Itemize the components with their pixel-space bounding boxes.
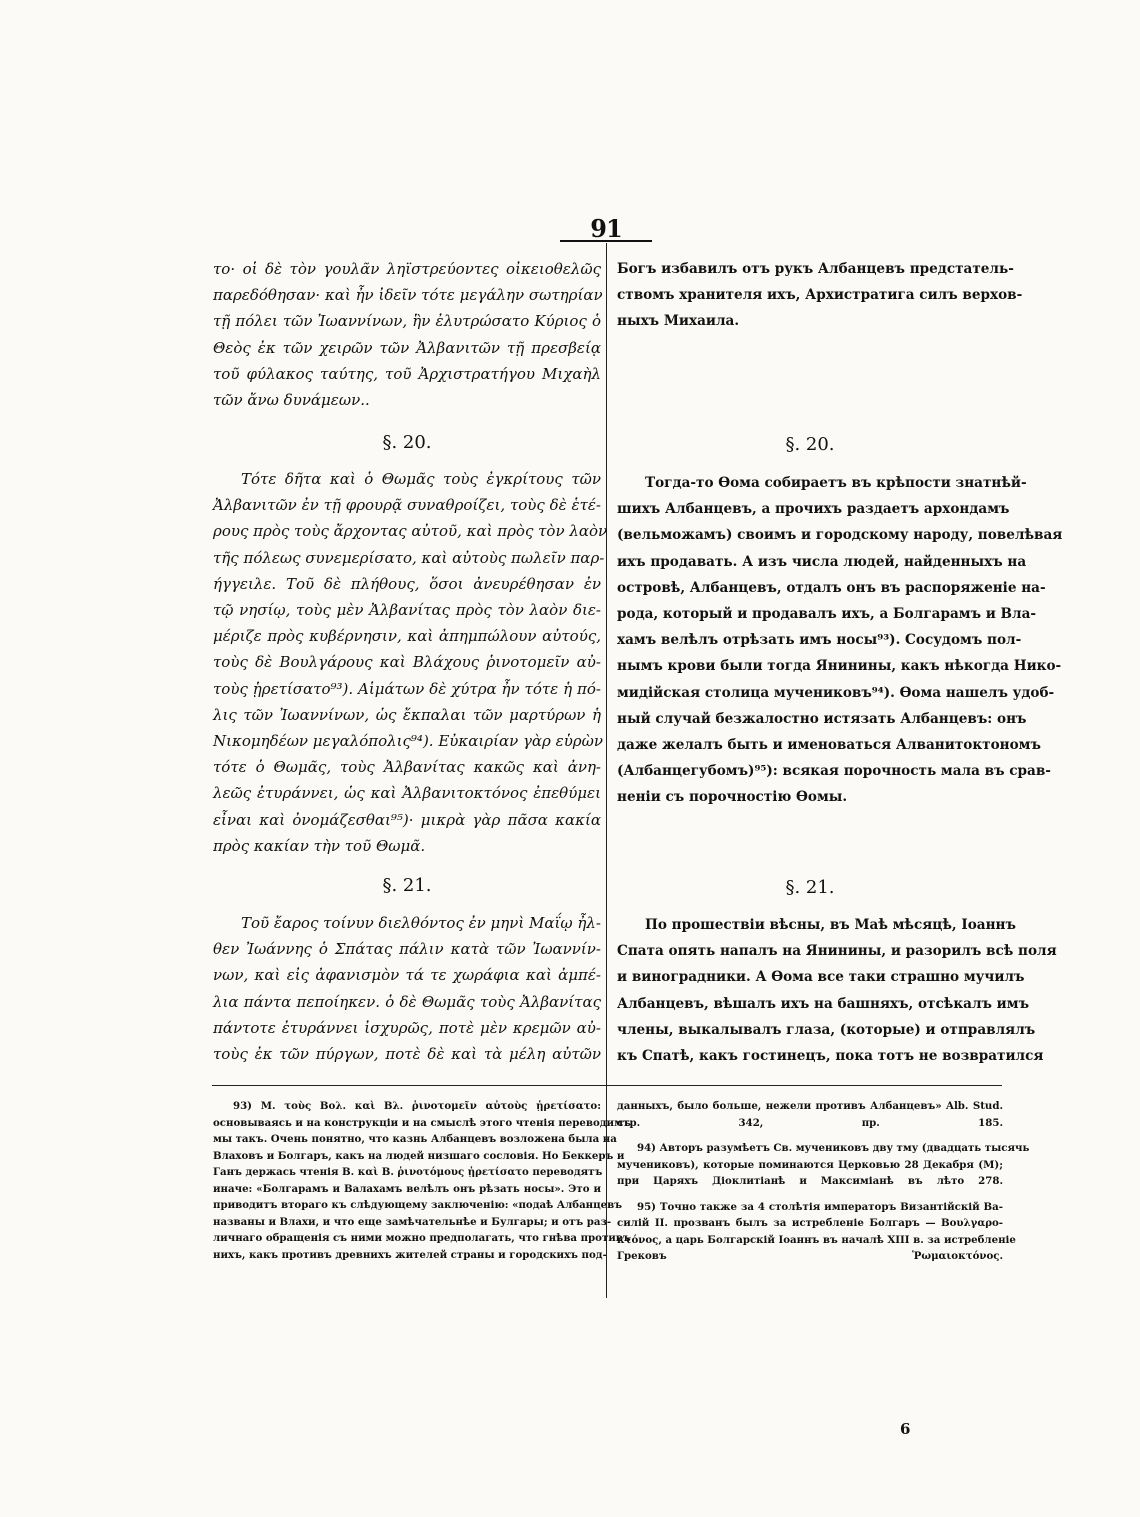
text-line: λια πάντα πεποίηκεν. ὁ δὲ Θωμᾶς τοὺς Ἀλβανίτας (213, 992, 601, 1011)
footnotes-right (617, 1098, 1030, 1265)
footnote-line: Ганъ держась чтенія В. καὶ Β. ῥινοτόμους ᾑρετίσατο переводятъ (213, 1166, 603, 1178)
text-line: Ἀλβανιτῶν ἐν τῇ φρουρᾷ συναθροίζει, τοὺς δὲ ἑτέ- (213, 496, 601, 515)
russian-heading-20: §. 20. (785, 434, 835, 455)
footnote-line: данныхъ, было больше, нежели противъ Албанцевъ» Alb. Stud. (617, 1100, 1003, 1112)
footnote-line: личнаго обращенія съ ними можно предполагать, что гнѣва противъ (213, 1232, 631, 1244)
text-line: τῶν ἄνω δυνάμεων.. (213, 391, 370, 410)
greek-heading-20: §. 20. (382, 432, 432, 453)
text-line: θεν Ἰωάννης ὁ Σπάτας πάλιν κατὰ τῶν Ἰωαννίν- (213, 940, 601, 959)
text-line: ный случай безжалостно истязать Албанцевъ: онъ (617, 710, 1027, 727)
greek-block-3 (213, 910, 601, 1067)
russian-heading-21: §. 21. (785, 877, 835, 898)
text-line: къ Спатѣ, какъ гостинецъ, пока тотъ не возвратился (617, 1048, 1044, 1065)
russian-block-1 (617, 256, 1023, 335)
text-line: λεῶς ἐτυράννει, ὡς καὶ Ἀλβανιτοκτόνος ἐπεθύμει (213, 784, 601, 803)
text-line: τοῦ φύλακος ταύτης, τοῦ Ἀρχιστρατήγου Μιχαὴλ (213, 364, 601, 383)
text-line: ныхъ Михаила. (617, 313, 740, 330)
greek-heading-21: §. 21. (382, 875, 432, 896)
footnote-line: основываясь и на конструкціи и на смыслѣ этого чтенія переводимъ (213, 1116, 631, 1129)
text-line: Албанцевъ, вѣшалъ ихъ на башняхъ, отсѣкалъ имъ (617, 995, 1030, 1012)
text-line: Богъ избавилъ отъ рукъ Албанцевъ предстатель- (617, 261, 1014, 277)
text-line: τοὺς δὲ Βουλγάρους καὶ Βλάχους ῥινοτομεῖν αὐ- (213, 653, 601, 672)
page-number-rule (560, 240, 652, 242)
footnote-line: 93) М. τοὺς Βολ. καὶ Βλ. ῥινοτομεῖν αὐτοὺς ᾑρετίσατο: (233, 1100, 601, 1112)
text-line: πάντοτε ἐτυράννει ἰσχυρῶς, ποτὲ μὲν κρεμῶν αὐ- (213, 1018, 601, 1037)
text-line: τῆς πόλεως συνεμερίσατο, καὶ αὐτοὺς πωλεῖν παρ- (213, 548, 605, 567)
text-line: шихъ Албанцевъ, а прочихъ раздаетъ архондамъ (617, 501, 1010, 518)
text-line: ихъ продавать. А изъ числа людей, найденныхъ на (617, 553, 1027, 570)
text-line: нымъ крови были тогда Янинины, какъ нѣкогда Нико- (617, 658, 1062, 675)
footnote-line: иначе: «Болгарамъ и Валахамъ велѣлъ онъ рѣзать носы». Это и (213, 1182, 601, 1195)
footnote-line: силій II. прозванъ былъ за истребленіе Болгаръ — Βουλγαρο- (617, 1217, 1003, 1229)
text-line: εἶναι καὶ ὀνομάζεσθαι⁹⁵)· μικρὰ γὰρ πᾶσα κακία (213, 810, 601, 829)
footnote-line: приводитъ втораго къ слѣдующему заключенію: «подаѣ Албанцевъ (213, 1199, 623, 1211)
text-line: ήγγειλε. Τοῦ δὲ πλήθους, ὅσοι ἀνευρέθησαν ἐν (213, 574, 601, 593)
footnote-line: мучениковъ), которые поминаются Церковью 28 Декабря (М); (617, 1158, 1003, 1171)
footnote-line: мы такъ. Очень понятно, что казнь Албанцевъ возложена была на (213, 1133, 617, 1145)
text-line: μέριζε πρὸς κυβέρνησιν, καὶ ἀπημπώλουν αὐτούς, (213, 627, 601, 646)
text-line: τοὺς ᾑρετίσατο⁹³). Αἱμάτων δὲ χύτρα ἦν τότε ἡ πό- (213, 679, 601, 698)
text-line: τῷ νησίῳ, τοὺς μὲν Ἀλβανίτας πρὸς τὸν λαὸν διε- (213, 601, 601, 620)
text-line: πρὸς κακίαν τὴν τοῦ Θωμᾶ. (213, 836, 426, 855)
russian-block-3 (617, 912, 1057, 1069)
text-line: ρους πρὸς τοὺς ἄρχοντας αὐτοῦ, καὶ πρὸς τὸν λαὸν (213, 522, 608, 541)
text-line: Τοῦ ἔαρος τοίνυν διελθόντος ἐν μηνὶ Μαΐῳ ἦλ- (241, 914, 601, 932)
text-line: даже желалъ быть и именоваться Алванитоктономъ (617, 737, 1041, 754)
text-line: хамъ велѣлъ отрѣзать имъ носы⁹³). Сосудомъ пол- (617, 632, 1022, 649)
page-number: 91 (590, 214, 622, 243)
text-line: Тогда-то Ѳома собираетъ въ крѣпости знатнѣй- (645, 475, 1027, 491)
text-line: το· οἱ δὲ τὸν γουλᾶν ληϊστρεύοντες οἰκειοθελῶς (213, 260, 601, 278)
text-line: παρεδόθησαν· καὶ ἦν ἰδεῖν τότε μεγάλην σωτηρίαν (213, 286, 603, 305)
text-line: Νικομηδέων μεγαλόπολις⁹⁴). Εὐκαιρίαν γὰρ εὑρὼν (213, 732, 603, 751)
text-line: островѣ, Албанцевъ, отдалъ онъ въ распоряженіе на- (617, 579, 1046, 596)
text-line: (Албанцегубомъ)⁹⁵): всякая порочность мала въ срав- (617, 763, 1051, 780)
text-line: мидійская столица мучениковъ⁹⁴). Ѳома нашелъ удоб- (617, 684, 1055, 701)
text-line: Θεὸς ἐκ τῶν χειρῶν τῶν Ἀλβανιτῶν τῇ πρεσβείᾳ (213, 338, 601, 357)
text-line: члены, выкалывалъ глаза, (которые) и отправлялъ (617, 1021, 1036, 1038)
footnote-line: нихъ, какъ противъ древнихъ жителей страны и городскихъ под- (213, 1248, 607, 1261)
signature-mark: 6 (900, 1420, 911, 1438)
text-line: По прошествіи вѣсны, въ Маѣ мѣсяцѣ, Іоаннъ (645, 917, 1016, 933)
footnote-line: названы и Влахи, и что еще замѣчательнѣе и Булгары; и отъ раз- (213, 1215, 612, 1228)
footnote-line: κτόνος, а царь Болгарскій Іоаннъ въ началѣ XIII в. за истребленіе (617, 1233, 1016, 1246)
footnote-line: 94) Авторъ разумѣетъ Св. мучениковъ дву тму (двадцать тысячь (637, 1142, 1030, 1154)
text-line: τῇ πόλει τῶν Ἰωαννίνων, ἣν ἐλυτρώσατο Κύριος ὁ (213, 312, 601, 331)
text-line: νων, καὶ εἰς ἀφανισμὸν τά τε χωράφια καὶ ἀμπέ- (213, 966, 601, 985)
footnote-rule (212, 1085, 1002, 1086)
footnote-line: при Царяхъ Діоклитіанѣ и Максиміанѣ въ лѣто 278. (617, 1175, 1003, 1187)
text-line: ствомъ хранителя ихъ, Архистратига силъ верхов- (617, 287, 1023, 304)
greek-block-2 (213, 466, 608, 859)
footnote-line: Грековъ Ῥωμαιοκτόνος. (617, 1250, 1003, 1262)
footnote-line: стр. 342, пр. 185. (617, 1116, 1003, 1129)
text-line: неніи съ порочностію Ѳомы. (617, 789, 848, 806)
greek-block-1 (213, 256, 601, 413)
footnote-line: Влаховъ и Болгаръ, какъ на людей низшаго сословія. Но Беккеръ и (213, 1149, 625, 1162)
text-line: τοὺς ἐκ τῶν πύργων, ποτὲ δὲ καὶ τὰ μέλη αὐτῶν (213, 1045, 601, 1064)
footnote-line: 95) Точно также за 4 столѣтія императоръ Византійскій Ва- (637, 1200, 1003, 1213)
text-line: рода, который и продавалъ ихъ, а Болгарамъ и Вла- (617, 606, 1037, 623)
text-line: Спата опять напалъ на Янинины, и разорилъ всѣ поля (617, 943, 1057, 960)
text-line: Τότε δῆτα καὶ ὁ Θωμᾶς τοὺς ἐγκρίτους τῶν (241, 470, 601, 488)
text-line: τότε ὁ Θωμᾶς, τοὺς Ἀλβανίτας κακῶς καὶ ἀνη- (213, 758, 601, 777)
text-line: (вельможамъ) своимъ и городскому народу, повелѣвая (617, 527, 1063, 544)
text-line: λις τῶν Ἰωαννίνων, ὡς ἔκπαλαι τῶν μαρτύρων ἡ (213, 705, 601, 724)
text-line: и виноградники. А Ѳома все таки страшно мучилъ (617, 969, 1025, 986)
russian-block-2 (617, 470, 1063, 811)
footnotes-left (213, 1098, 631, 1263)
